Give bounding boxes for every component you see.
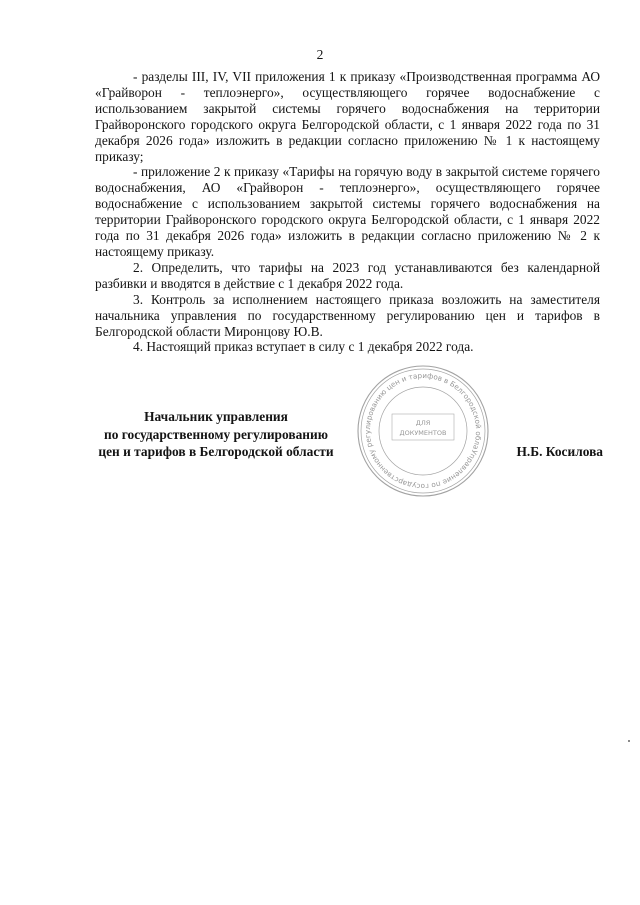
paragraph-effective-date: 4. Настоящий приказ вступает в силу с 1 декабря 2022 года. — [133, 339, 474, 355]
paragraph-control: 3. Контроль за исполнением настоящего приказа возложить на заместителя начальника управления по государственному регулированию цен и тарифов в Белгородской области Миронцову Ю.В. — [95, 291, 600, 339]
signature-title-line-2: по государственному регулированию — [104, 426, 328, 442]
seal-ring-text: Управление по государственному регулированию цен и тарифов в Белгородской области — [362, 370, 484, 492]
official-seal-stamp — [356, 364, 490, 498]
paragraph-appendix-2: - приложение 2 к приказу «Тарифы на горячую воду в закрытой системе горячего водоснабжения, АО «Грайворон - теплоэнерго», осуществляющего горячее водоснабжение с использованием закрытой системы горячего водоснабжения на территории Грайворонского городского округа Белгородской области, с 1 января 2022 года по 31 декабря 2026 года» изложить в редакции согласно приложению № 2 к настоящему приказу. — [95, 164, 600, 259]
seal-center-line-1: ДЛЯ — [415, 419, 431, 427]
paragraph-tariffs-2023: 2. Определить, что тарифы на 2023 год устанавливаются без календарной разбивки и вводятся в действие с 1 декабря 2022 года. — [95, 259, 600, 291]
document-body — [95, 69, 600, 355]
paragraph-sections: - разделы III, IV, VII приложения 1 к приказу «Производственная программа АО «Грайворон - теплоэнерго», осуществляющего горячее водоснабжение с использованием закрытой системы горячего водоснабжения на территории Грайворонского городского округа Белгородской области, с 1 января 2022 года по 31 декабря 2026 года» изложить в редакции согласно приложению № 1 к настоящему приказу; — [95, 69, 600, 164]
signature-title-line-1: Начальник управления — [144, 409, 288, 424]
signature-title-line-3: цен и тарифов в Белгородской области — [98, 444, 334, 459]
page-number: 2 — [316, 47, 324, 62]
signature-title — [86, 408, 346, 461]
signer-name: Н.Б. Косилова — [516, 444, 603, 459]
scan-artifact-dot — [628, 740, 630, 742]
seal-center-line-2: ДОКУМЕНТОВ — [399, 429, 447, 437]
